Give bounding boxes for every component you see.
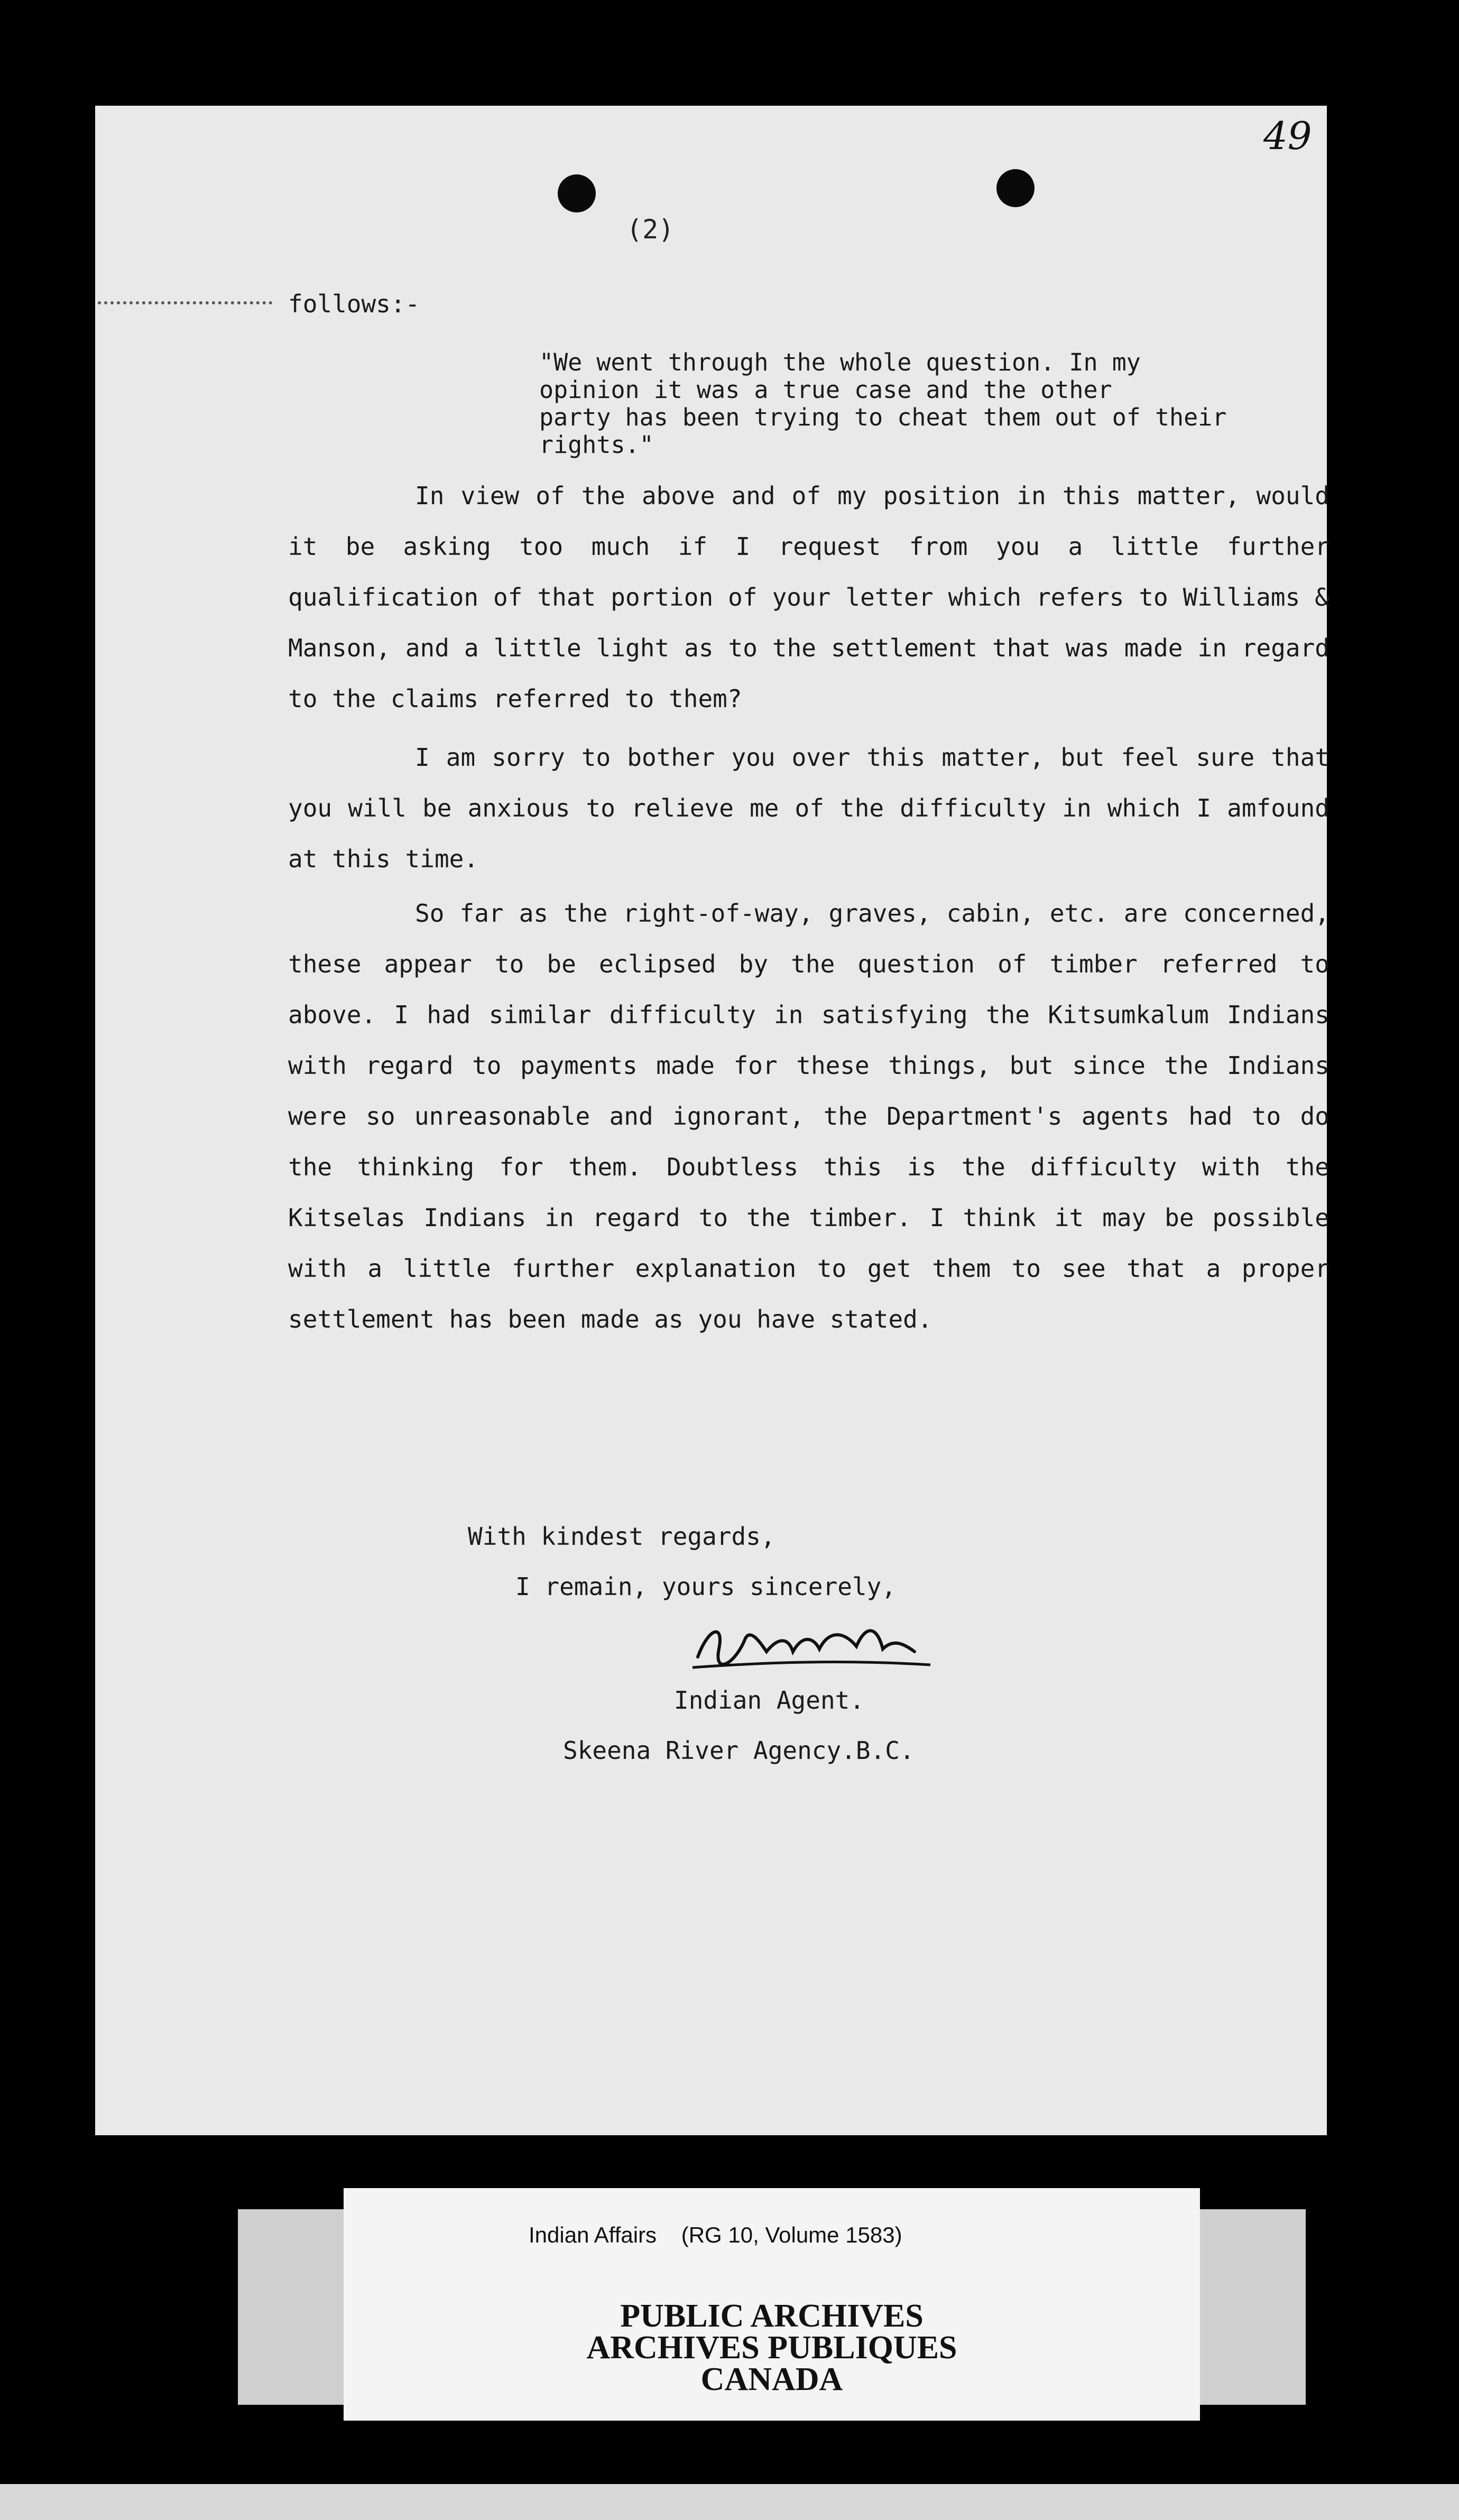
archive-name-en: PUBLIC ARCHIVES xyxy=(620,2298,924,2334)
paragraph-3 xyxy=(288,888,1329,1345)
page-number: 49 xyxy=(1263,114,1312,158)
closing-regards: With kindest regards, xyxy=(468,1522,775,1551)
salutation-fragment: follows:- xyxy=(288,290,420,318)
collection-reference: Indian Affairs (RG 10, Volume 1583) xyxy=(529,2222,902,2247)
closing-remain: I remain, yours sincerely, xyxy=(515,1572,897,1601)
paragraph-text: In view of the above and of my position in this matter, would it be asking too much if I request from you a little further qualification of that portion of your letter which refers to Williams & Manson, and a little light as to the settlement that was made in regard to the claims referred to them? xyxy=(288,481,1329,713)
film-edge-strip xyxy=(0,2484,1459,2520)
paragraph-text: I am sorry to bother you over this matter, but feel sure that you will be anxious to relieve me of the difficulty in which I amfound at this time. xyxy=(288,743,1329,873)
archive-name-fr: ARCHIVES PUBLIQUES xyxy=(586,2330,957,2366)
archive-country: CANADA xyxy=(700,2361,843,2397)
punch-hole-right xyxy=(996,169,1035,207)
handwritten-signature xyxy=(687,1607,936,1681)
punch-hole-left xyxy=(558,174,596,212)
signer-title: Indian Agent. xyxy=(674,1686,865,1715)
agency-name: Skeena River Agency.B.C. xyxy=(563,1736,915,1765)
paragraph-1 xyxy=(288,470,1329,724)
quoted-passage: "We went through the whole question. In my opinion it was a true case and the other party has been trying to cheat them out of their rights." xyxy=(539,348,1227,459)
paragraph-2 xyxy=(288,732,1329,884)
label-edge-right xyxy=(1195,2209,1306,2405)
page-marker: (2) xyxy=(626,214,675,245)
label-edge-left xyxy=(238,2209,349,2405)
paragraph-text: So far as the right-of-way, graves, cabin, etc. are concerned, these appear to be eclipsed by the question of timber referred to above. I had similar difficulty in satisfying the Kitsumkalum Indians with regard to payments made for these things, but since the Indians were so unreasonable and ignorant, the Department's agents had to do the thinking for them. Doubtless this is the difficulty with the Kitselas Indians in regard to the timber. I think it may be possible with a little further explanation to get them to see that a proper settlement has been made as you have stated. xyxy=(288,899,1329,1333)
dotted-rule xyxy=(98,301,272,304)
